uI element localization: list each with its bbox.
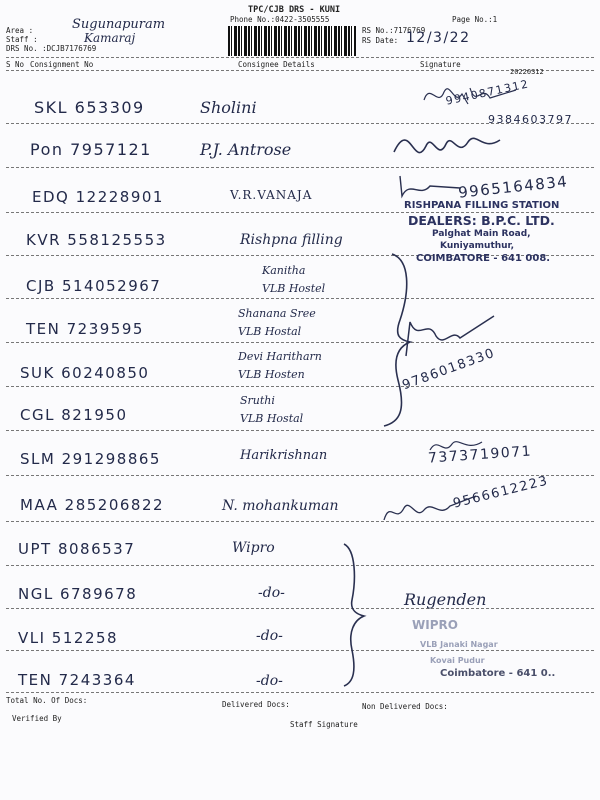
consignee-name: Rishpna filling [240, 232, 343, 248]
stamp-date: 20220312 [510, 68, 544, 76]
consignment-no: MAA 285206822 [20, 496, 165, 514]
consignment-no: SLM 291298865 [20, 450, 161, 468]
column-sno: S No [6, 60, 25, 69]
signature-number: 9384603797 [488, 113, 573, 126]
consignment-no: Pon 7957121 [30, 140, 152, 159]
consignee-name: Sruthi VLB Hostal [240, 394, 304, 425]
signature-scribble [396, 172, 466, 202]
signature-number: 7373719071 [427, 443, 533, 467]
rishpana-stamp-line: DEALERS: B.P.C. LTD. [408, 213, 555, 228]
rs-number: RS No.:7176769 [362, 26, 426, 35]
staff-value: Kamaraj [84, 31, 136, 45]
consignee-name: Sholini [200, 98, 257, 117]
rishpana-stamp-line: COIMBATORE - 641 008. [416, 253, 551, 264]
consignee-name: N. mohankuman [222, 498, 339, 514]
consignee-name: Devi Haritharn VLB Hosten [238, 350, 322, 381]
consignment-no: CGL 821950 [20, 406, 128, 424]
row-divider [6, 650, 594, 651]
consignment-no: CJB 514052967 [26, 277, 162, 295]
wipro-signature: Rugenden [404, 590, 487, 609]
consignment-no: TEN 7239595 [26, 320, 144, 338]
column-signature: Signature [420, 60, 461, 69]
consignee-name: V.R.VANAJA [230, 188, 313, 202]
consignee-name: -do- [258, 585, 285, 601]
row-divider [6, 521, 594, 522]
phone-number: Phone No.:0422-3505555 [230, 15, 330, 24]
header-divider [6, 57, 594, 58]
signature-scribble [400, 312, 500, 362]
signature-scribble [420, 78, 540, 118]
consignee-name: Kanitha VLB Hostel [262, 264, 326, 295]
rs-date-value: 12/3/22 [406, 30, 471, 46]
consignee-name: -do- [256, 628, 283, 644]
rishpana-stamp-line: Kuniyamuthur, [440, 241, 515, 251]
column-divider [6, 70, 594, 71]
row-divider [6, 692, 594, 693]
wipro-stamp-line: WIPRO [412, 618, 458, 632]
signature-scribble [390, 122, 510, 172]
rs-date-label: RS Date: [362, 36, 399, 45]
signature-number: 9940871312 [444, 77, 531, 108]
signature-number: 9786018330 [400, 345, 498, 394]
consignee-name: Shanana Sree VLB Hostal [238, 307, 316, 338]
wipro-stamp-line: Kovai Pudur [430, 656, 485, 665]
column-consignment: Consignment No [30, 60, 94, 69]
consignee-name: -do- [256, 673, 283, 689]
row-divider [6, 430, 594, 431]
verified-by-label: Verified By [12, 714, 62, 723]
page-number: Page No.:1 [452, 15, 498, 24]
consignment-no: VLI 512258 [18, 629, 119, 647]
wipro-stamp-line: VLB Janaki Nagar [420, 640, 498, 649]
consignment-no: SUK 60240850 [20, 364, 150, 382]
consignment-no: UPT 8086537 [18, 540, 136, 558]
non-delivered-docs-label: Non Delivered Docs: [362, 702, 448, 711]
consignment-no: KVR 558125553 [26, 231, 167, 249]
area-label: Area : [6, 26, 34, 35]
signature-scribble [426, 434, 486, 458]
delivered-docs-label: Delivered Docs: [222, 700, 290, 709]
consignee-name: P.J. Antrose [200, 140, 292, 159]
rishpana-stamp-line: Palghat Main Road, [432, 229, 531, 239]
bracket-wipro-rows [340, 540, 380, 690]
barcode [228, 26, 356, 56]
total-docs-label: Total No. Of Docs: [6, 696, 88, 705]
consignee-name: Harikrishnan [240, 448, 328, 463]
signature-scribble [380, 490, 480, 530]
consignment-no: EDQ 12228901 [32, 188, 164, 206]
signature-number: 9965164834 [457, 172, 570, 202]
staff-label: Staff : [6, 35, 38, 44]
staff-signature-label: Staff Signature [290, 720, 358, 729]
row-divider [6, 608, 594, 609]
signature-number: 9566612223 [451, 473, 551, 512]
row-divider [6, 475, 594, 476]
row-divider [6, 386, 594, 387]
row-divider [6, 298, 594, 299]
consignee-name: Wipro [232, 540, 275, 556]
document-title: TPC/CJB DRS - KUNI [248, 5, 341, 15]
row-divider [6, 342, 594, 343]
rishpana-stamp-line: RISHPANA FILLING STATION [404, 200, 560, 211]
area-value: Sugunapuram [72, 17, 166, 32]
consignment-no: TEN 7243364 [18, 671, 136, 689]
column-consignee: Consignee Details [238, 60, 315, 69]
drs-number: DRS No. :DCJB7176769 [6, 44, 97, 53]
consignment-no: NGL 6789678 [18, 585, 138, 603]
row-divider [6, 565, 594, 566]
consignment-no: SKL 653309 [34, 98, 145, 117]
wipro-stamp-line: Coimbatore - 641 0.. [440, 668, 556, 679]
